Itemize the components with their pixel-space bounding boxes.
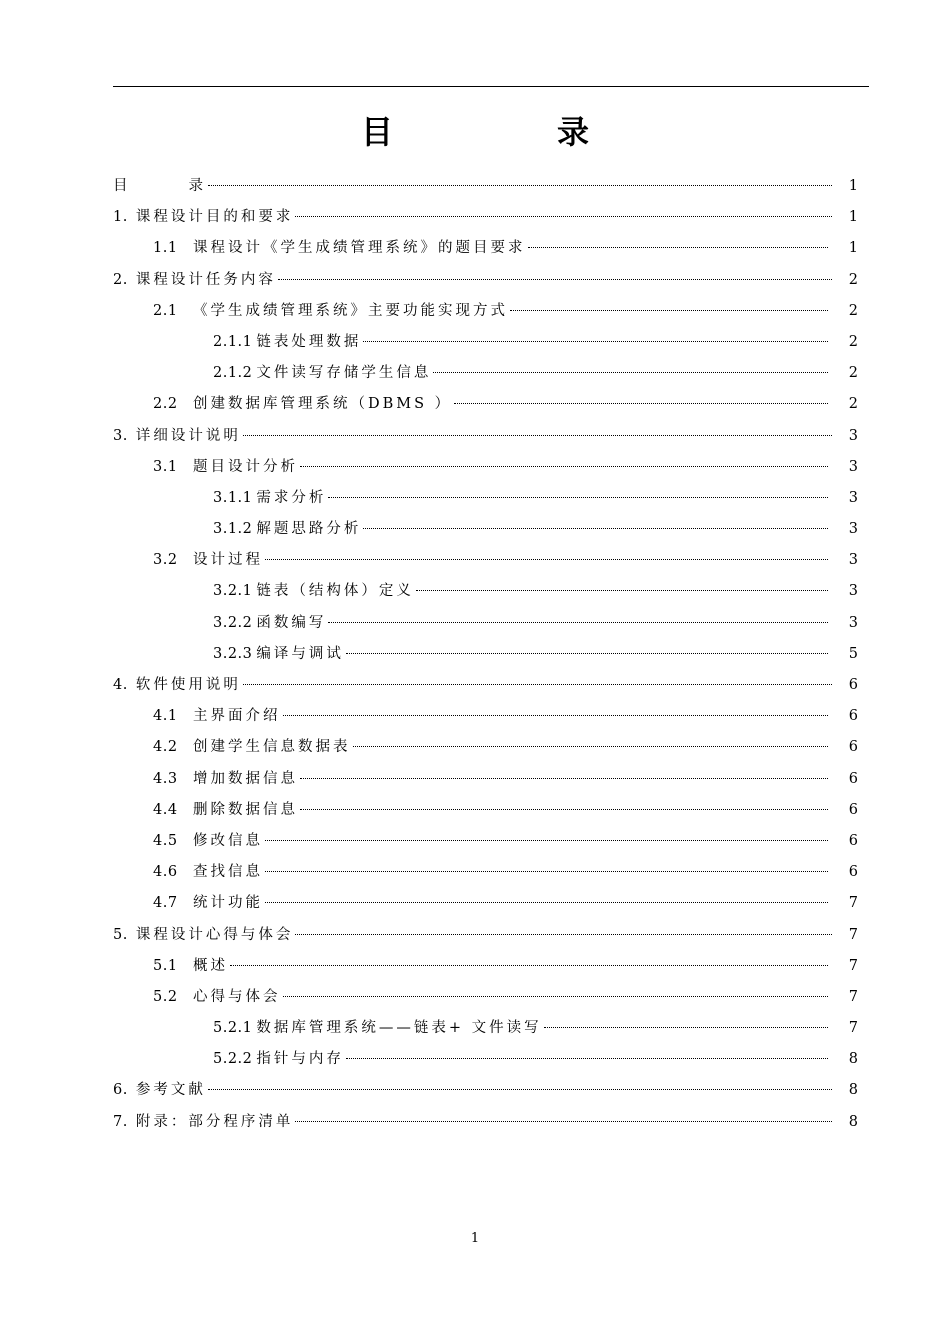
toc-entry-label: 统计功能 <box>193 895 263 912</box>
toc-entry-label: 数据库管理系统——链表+ 文件读写 <box>256 1020 542 1037</box>
toc-entry[interactable] <box>113 514 858 545</box>
toc-entry-number: 6. <box>113 1082 128 1099</box>
toc-entry-number: 3.2.1 <box>213 583 253 600</box>
toc-entry-page: 2 <box>848 365 858 382</box>
toc-entry-number: 4.7 <box>153 895 178 912</box>
toc-entry-page: 6 <box>848 864 858 881</box>
toc-entry-page: 6 <box>848 708 858 725</box>
toc-entry-label: 编译与调试 <box>256 645 344 662</box>
dot-leader <box>278 279 832 280</box>
toc-entry-page: 1 <box>848 178 858 194</box>
toc-entry-label: 主界面介绍 <box>193 708 281 725</box>
toc-entry-label: 解题思路分析 <box>256 521 362 538</box>
dot-leader <box>528 247 829 248</box>
dot-leader <box>544 1027 828 1028</box>
toc-entry[interactable] <box>113 732 858 763</box>
dot-leader <box>300 466 828 467</box>
toc-entry-number: 7. <box>113 1113 128 1130</box>
toc-entry-label: 创建学生信息数据表 <box>193 739 351 756</box>
dot-leader <box>243 435 832 436</box>
toc-entry-label: 设计过程 <box>193 552 263 569</box>
toc-entry[interactable] <box>113 670 858 701</box>
toc-entry-label: 增加数据信息 <box>193 770 298 787</box>
page-number: 1 <box>470 1231 480 1246</box>
toc-entry-page: 2 <box>848 396 858 413</box>
toc-entry-number: 3.2.3 <box>213 645 253 662</box>
toc-entry-number: 5. <box>113 926 128 943</box>
toc-entry-label: 链表处理数据 <box>256 333 362 350</box>
toc-entry-number: 2.1 <box>153 302 178 319</box>
toc-entry[interactable] <box>113 920 858 951</box>
dot-leader <box>346 1058 828 1059</box>
toc-entry[interactable] <box>113 888 858 919</box>
dot-leader <box>510 310 828 311</box>
dot-leader <box>433 372 828 373</box>
toc-entry-page: 3 <box>848 521 858 538</box>
toc-entry-page: 5 <box>848 645 858 662</box>
toc-entry-page: 2 <box>848 333 858 350</box>
toc-entry-page: 3 <box>848 552 858 569</box>
toc-entry[interactable] <box>113 639 858 670</box>
dot-leader <box>328 622 828 623</box>
toc-entry-number: 2.2 <box>153 396 178 413</box>
dot-leader <box>363 341 828 342</box>
toc-entry-label: 文件读写存储学生信息 <box>256 365 432 382</box>
toc-entry[interactable] <box>113 202 858 233</box>
toc-entry-number: 3.1.2 <box>213 521 253 538</box>
dot-leader <box>346 653 828 654</box>
toc-entry-page: 7 <box>848 988 858 1005</box>
toc-entry-label: 修改信息 <box>193 832 263 849</box>
toc-entry-label: 课程设计《学生成绩管理系统》的题目要求 <box>193 240 526 257</box>
toc-entry-number: 目 <box>113 178 128 194</box>
toc-entry-number: 5.2.2 <box>213 1051 253 1068</box>
toc-entry-page: 6 <box>848 801 858 818</box>
toc-entry-number: 3. <box>113 427 128 444</box>
toc-entry-page: 7 <box>848 957 858 974</box>
dot-leader <box>265 871 828 872</box>
toc-entry-label: 创建数据库管理系统（DBMS ） <box>193 396 453 413</box>
toc-entry-number: 2.1.2 <box>213 365 253 382</box>
toc-entry-number: 5.1 <box>153 957 178 974</box>
toc-entry-number: 4.3 <box>153 770 178 787</box>
toc-entry-label: 指针与内存 <box>256 1051 344 1068</box>
toc-entry-page: 1 <box>848 209 858 226</box>
toc-entry[interactable] <box>113 452 858 483</box>
toc-entry-page: 3 <box>848 583 858 600</box>
toc-entry-page: 3 <box>848 458 858 475</box>
toc-entry-page: 6 <box>848 677 858 693</box>
toc-entry-page: 1 <box>848 240 858 257</box>
dot-leader <box>328 497 828 498</box>
toc-entry-page: 8 <box>848 1113 858 1130</box>
toc-entry-number: 2. <box>113 271 128 288</box>
toc-entry[interactable] <box>113 1044 858 1075</box>
toc-entry[interactable] <box>113 608 858 639</box>
toc-entry-page: 3 <box>848 614 858 631</box>
toc-entry-label: 心得与体会 <box>193 988 281 1005</box>
toc-entry-number: 3.2.2 <box>213 614 253 631</box>
toc-entry-page: 2 <box>848 271 858 288</box>
toc-entry[interactable] <box>113 421 858 452</box>
dot-leader <box>283 996 829 997</box>
toc-entry-label: 课程设计目的和要求 <box>135 209 294 226</box>
toc-entry-number: 4.1 <box>153 708 178 725</box>
dot-leader <box>295 934 832 935</box>
toc-entry-label: 函数编写 <box>256 614 327 631</box>
toc-entry[interactable] <box>113 951 858 982</box>
table-of-contents <box>113 171 858 1138</box>
dot-leader <box>243 684 832 685</box>
toc-entry-number: 4.4 <box>153 801 178 818</box>
dot-leader <box>300 778 828 779</box>
toc-entry-page: 3 <box>848 427 858 444</box>
toc-entry-page: 8 <box>848 1051 858 1068</box>
toc-entry-number: 5.2 <box>153 988 178 1005</box>
toc-entry-label: 题目设计分析 <box>193 458 298 475</box>
dot-leader <box>208 185 832 186</box>
toc-entry[interactable] <box>113 389 858 420</box>
toc-entry-label: 《学生成绩管理系统》主要功能实现方式 <box>193 302 508 319</box>
dot-leader <box>363 528 828 529</box>
toc-entry-number: 4.6 <box>153 864 178 881</box>
dot-leader <box>265 559 828 560</box>
toc-entry-number: 5.2.1 <box>213 1020 253 1037</box>
toc-entry[interactable] <box>113 1013 858 1044</box>
dot-leader <box>295 216 832 217</box>
toc-entry-number: 2.1.1 <box>213 333 253 350</box>
header-rule <box>113 86 869 87</box>
dot-leader <box>283 715 829 716</box>
toc-entry[interactable] <box>113 265 858 296</box>
toc-entry[interactable] <box>113 327 858 358</box>
toc-entry[interactable] <box>113 857 858 888</box>
toc-entry-label: 详细设计说明 <box>135 427 241 444</box>
toc-entry-label: 需求分析 <box>256 489 327 506</box>
toc-title: 目 录 <box>360 113 655 151</box>
toc-entry[interactable] <box>113 296 858 327</box>
toc-entry[interactable] <box>113 982 858 1013</box>
toc-entry-label: 查找信息 <box>193 864 263 881</box>
toc-entry-number: 1. <box>113 209 128 226</box>
toc-entry-page: 7 <box>848 926 858 943</box>
toc-entry-label: 课程设计心得与体会 <box>135 926 294 943</box>
dot-leader <box>454 403 828 404</box>
toc-entry-label: 录 <box>136 178 206 194</box>
dot-leader <box>300 809 828 810</box>
dot-leader <box>353 746 829 747</box>
toc-entry-page: 6 <box>848 832 858 849</box>
toc-entry-label: 附录：部分程序清单 <box>135 1113 294 1130</box>
toc-entry[interactable] <box>113 1107 858 1138</box>
toc-entry[interactable] <box>113 701 858 732</box>
toc-entry-number: 4. <box>113 677 128 693</box>
dot-leader <box>265 902 828 903</box>
toc-entry-page: 7 <box>848 895 858 912</box>
toc-entry-number: 4.2 <box>153 739 178 756</box>
dot-leader <box>416 590 828 591</box>
toc-entry-page: 6 <box>848 770 858 787</box>
toc-entry[interactable] <box>113 795 858 826</box>
toc-entry-page: 8 <box>848 1082 858 1099</box>
toc-entry[interactable] <box>113 483 858 514</box>
toc-entry-label: 删除数据信息 <box>193 801 298 818</box>
dot-leader <box>265 840 828 841</box>
toc-entry-page: 7 <box>848 1020 858 1037</box>
toc-entry-page: 6 <box>848 739 858 756</box>
toc-entry[interactable] <box>113 1075 858 1106</box>
dot-leader <box>208 1089 832 1090</box>
toc-entry[interactable] <box>113 764 858 795</box>
toc-entry-label: 课程设计任务内容 <box>135 271 276 288</box>
toc-entry-label: 概述 <box>193 957 228 974</box>
dot-leader <box>295 1121 832 1122</box>
toc-entry-label: 链表（结构体）定义 <box>256 583 414 600</box>
toc-entry-label: 参考文献 <box>135 1082 206 1099</box>
toc-entry[interactable] <box>113 358 858 389</box>
toc-entry[interactable] <box>113 826 858 857</box>
toc-entry-number: 3.1.1 <box>213 489 253 506</box>
dot-leader <box>230 965 828 966</box>
toc-entry-number: 3.2 <box>153 552 178 569</box>
toc-entry-label: 软件使用说明 <box>135 677 241 693</box>
toc-entry-number: 1.1 <box>153 240 178 257</box>
toc-entry[interactable] <box>113 233 858 264</box>
toc-entry-number: 3.1 <box>153 458 178 475</box>
toc-entry[interactable] <box>113 545 858 576</box>
toc-entry-number: 4.5 <box>153 832 178 849</box>
toc-entry-page: 3 <box>848 489 858 506</box>
toc-entry[interactable] <box>113 171 858 202</box>
toc-entry[interactable] <box>113 576 858 607</box>
toc-entry-page: 2 <box>848 302 858 319</box>
